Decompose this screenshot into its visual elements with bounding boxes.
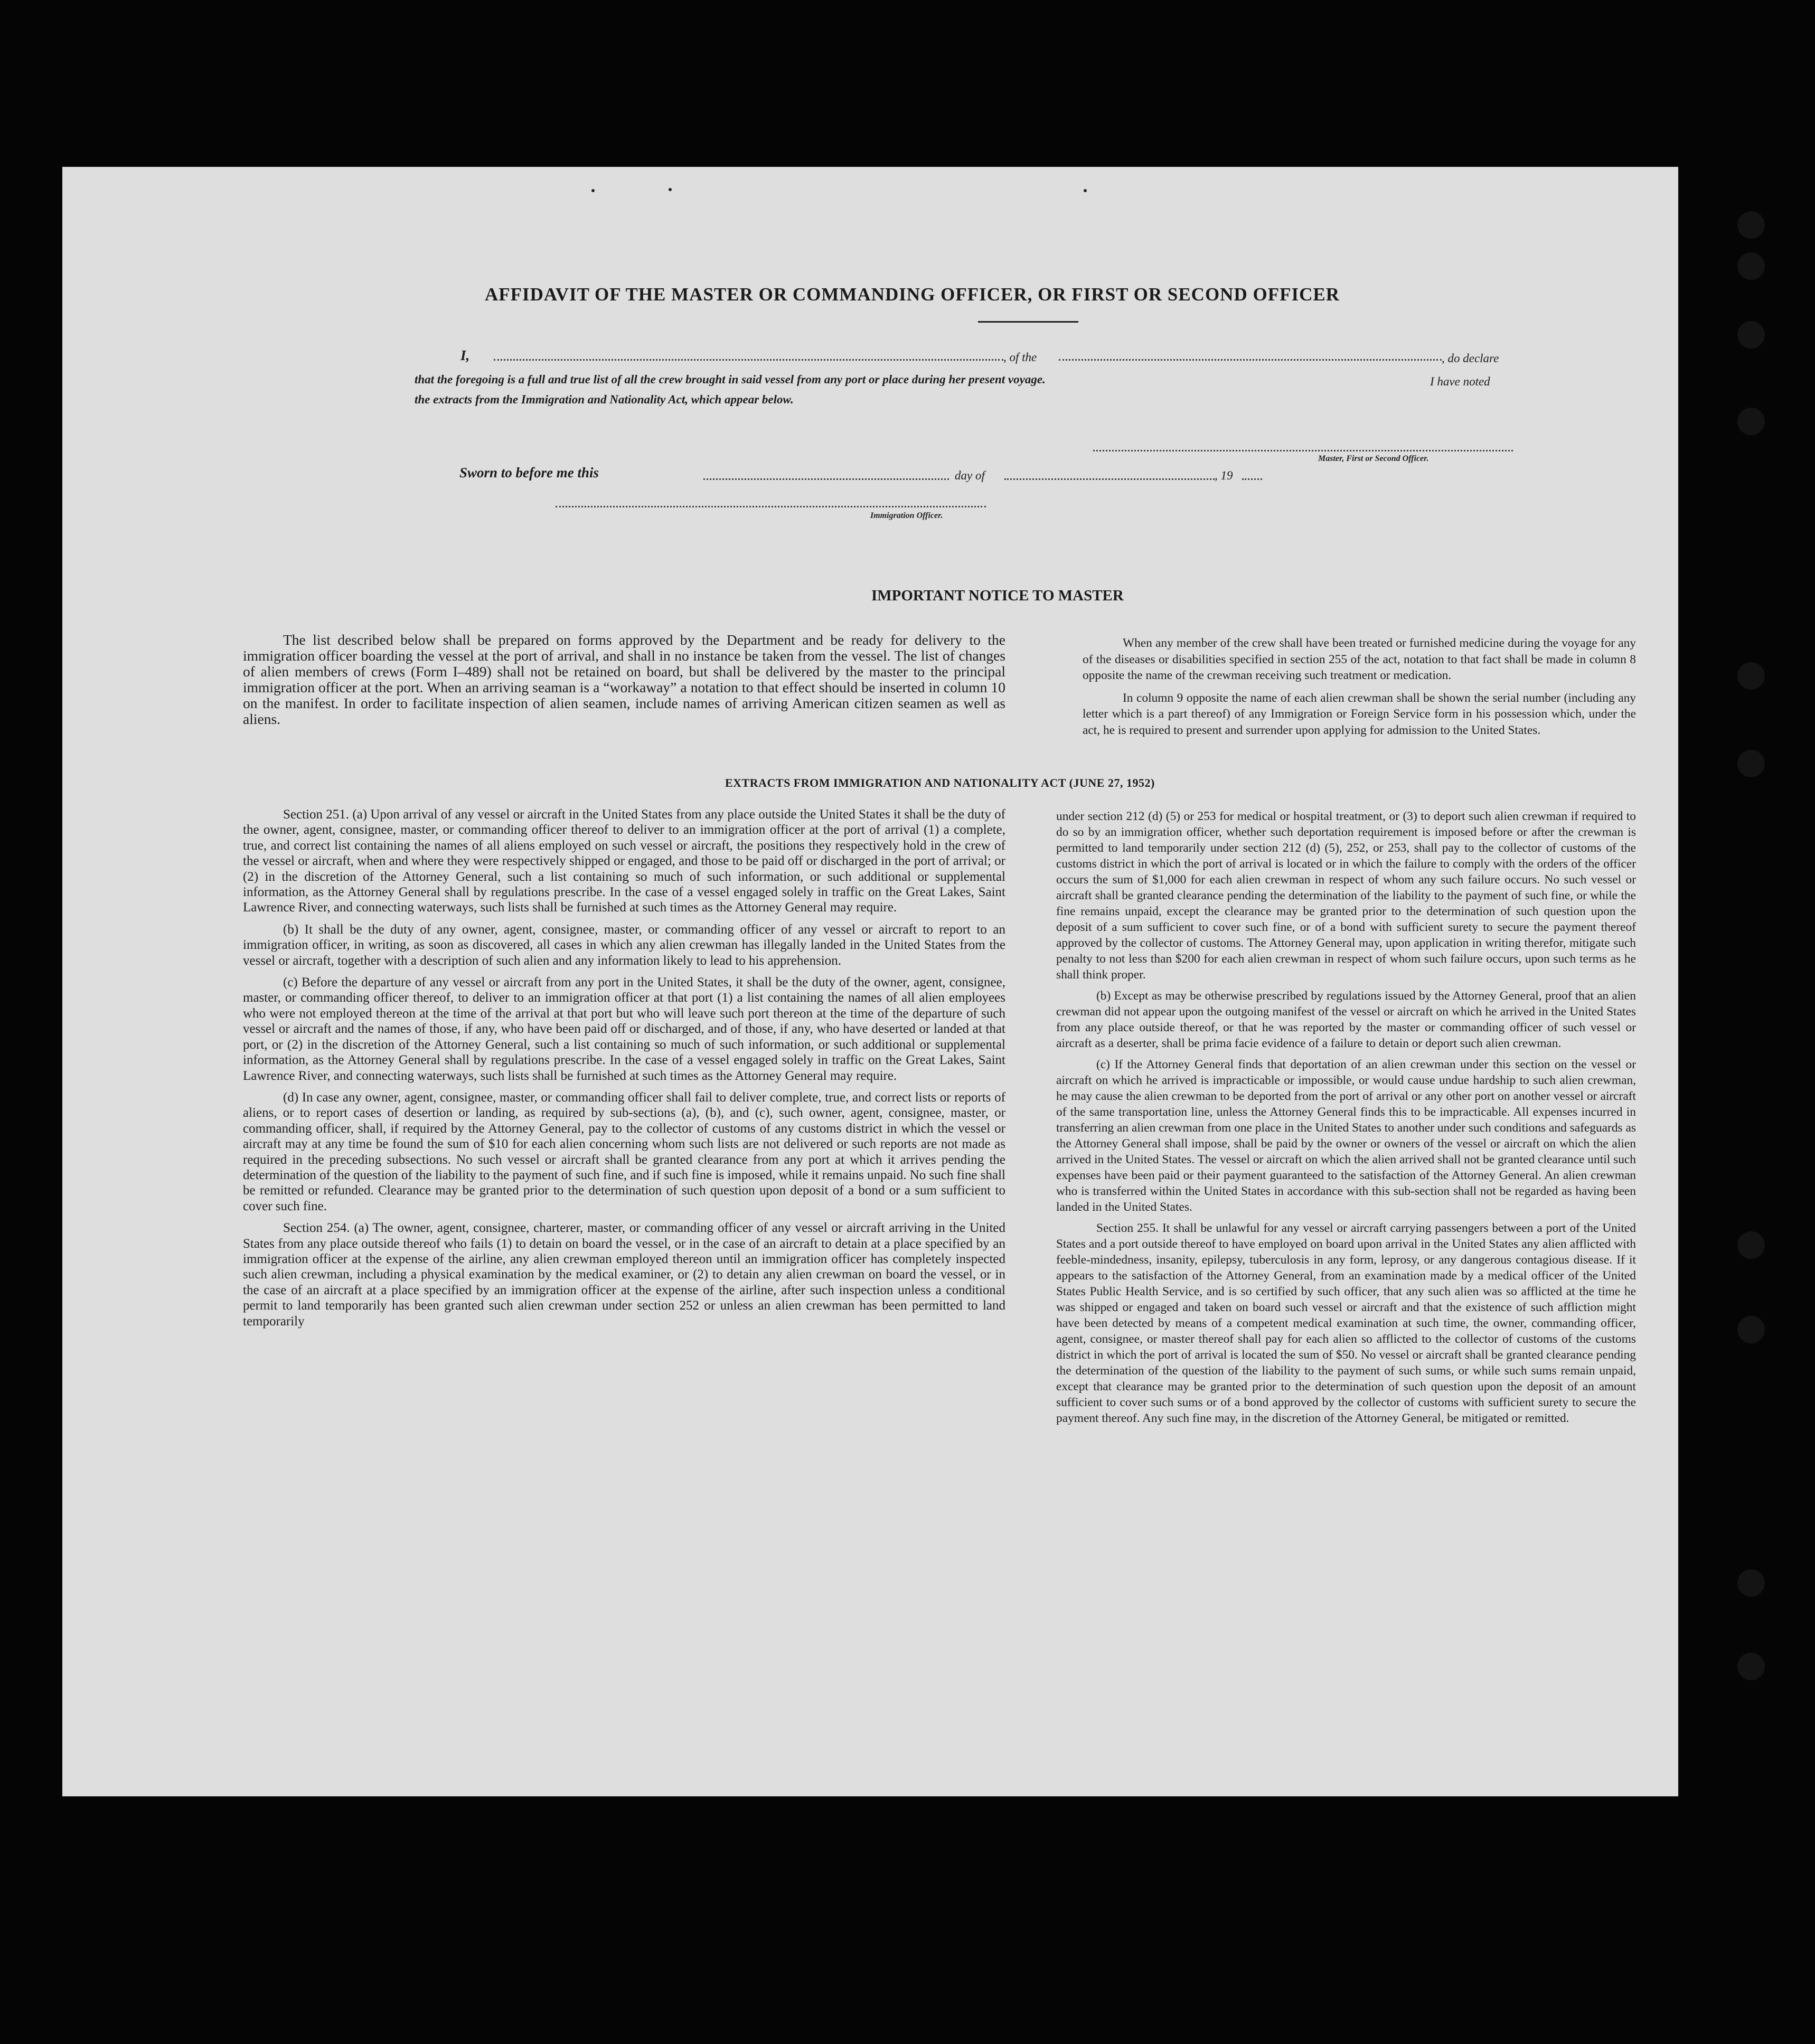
section-251c: (c) Before the departure of any vessel or aircraft from any port in the United States, it shall be the duty of the owner, agent, consignee, master, or commanding officer thereof, to deliver to an immigration officer at that port (1) a list containing the names of all alien employees who were not employed thereon at the time of the arrival at that port but who will leave such port thereon at the time of the departure of such vessel or aircraft and the names of those, if any, who have been paid off or discharged, and of those, if any, who have deserted or landed at that port, or (2) in the discretion of the Attorney General, such a list containing so much of such information, or such additional or supplemental information, as the Attorney General shall by regulations prescribe. In the case of a vessel engaged solely in traffic on the Great Lakes, Saint Lawrence River, and connecting waterways, such lists shall be furnished at such times as the Attorney General may require. — [243, 975, 1005, 1083]
officer-signature-line[interactable] — [556, 506, 986, 507]
sworn-year-line[interactable] — [1242, 478, 1262, 480]
extracts-right-column — [1056, 808, 1636, 1431]
section-251a: Section 251. (a) Upon arrival of any vessel or aircraft in the United States from any place outside the United States it shall be the duty of the owner, agent, consignee, master, or commanding officer thereof to deliver to an immigration officer at the port of arrival (1) a complete, true, and correct list containing the names of all aliens employed on such vessel or aircraft, the positions they respectively hold in the crew of the vessel or aircraft, when and where they were respectively shipped or engaged, and those to be paid off or discharged in the port of arrival; or (2) in the discretion of the Attorney General, such a list containing so much of such information, or such additional or supplemental information, as the Attorney General shall by regulations prescribe. In the case of a vessel engaged solely in traffic on the Great Lakes, Saint Lawrence River, and connecting waterways, such lists shall be furnished at such times as the Attorney General may require. — [243, 807, 1005, 915]
notice-paragraph: The list described below shall be prepared on forms approved by the Department and be ready for delivery to the immigration officer boarding the vessel at the port of arrival, and shall in no instance be taken from the vessel. The list of changes of alien members of crews (Form I–489) shall not be retained on board, but shall be delivered by the master to the principal immigration officer at the port. When an arriving seaman is a “workaway” a notation to that effect should be inserted in column 10 on the manifest. In order to facilitate inspection of alien seamen, include names of arriving American citizen seamen as well as aliens. — [243, 632, 1005, 727]
extracts-left-column — [243, 807, 1005, 1335]
paper-speck — [669, 188, 672, 191]
binder-hole — [1737, 408, 1765, 435]
declaration-line-2: that the foregoing is a full and true list of all the crew brought in said vessel from any port or place during her present voyage. — [415, 373, 1046, 386]
notice-paragraph: In column 9 opposite the name of each alien crewman shall be shown the serial number (including any letter which is a part thereof) of any Immigration or Foreign Service form in his possession which, under the act, he is required to present and surrender upon applying for admission to the United States. — [1083, 691, 1636, 737]
declaration-line-3: the extracts from the Immigration and Nationality Act, which appear below. — [415, 393, 794, 406]
notice-left-column — [243, 632, 1005, 733]
title-underline — [978, 321, 1078, 323]
extracts-heading: EXTRACTS FROM IMMIGRATION AND NATIONALITY ACT (JUNE 27, 1952) — [725, 776, 1155, 789]
binder-hole — [1737, 1316, 1765, 1343]
section-254a: Section 254. (a) The owner, agent, consignee, charterer, master, or commanding officer of any vessel or aircraft arriving in the United States from any place outside thereof who fails (1) to detain on board the vessel, or in the case of an aircraft to detain at a place specified by an immigration officer at the expense of the airline, any alien crewman employed thereon until an immigration officer has completely inspected such alien crewman, including a physical examination by the medical examiner, or (2) to detain any alien crewman on board the vessel, or in the case of an aircraft at a place specified by an immigration officer at the expense of the airline, after such inspection unless a conditional permit to land temporarily has been granted such alien crewman under section 252 or unless an alien crewman has been permitted to land temporarily — [243, 1221, 1005, 1329]
sworn-month-line[interactable] — [1004, 478, 1215, 480]
year-label: , 19 — [1215, 469, 1233, 482]
binder-hole — [1737, 211, 1765, 239]
affidavit-title: AFFIDAVIT OF THE MASTER OR COMMANDING OFFICER, OR FIRST OR SECOND OFFICER — [485, 284, 1340, 305]
day-of-label: day of — [955, 469, 985, 482]
binder-hole — [1737, 321, 1765, 348]
binder-hole — [1737, 662, 1765, 690]
of-the-label: , of the — [1003, 351, 1037, 364]
section-254a-continued: under section 212 (d) (5) or 253 for medical or hospital treatment, or (3) to deport such alien crewman if required to do so by an immigration officer, whether such deportation requirement is imposed before or after the crewman is permitted to land temporarily under section 212 (d) (5), 252, or 253, shall pay to the collector of customs of the customs district in which the port of arrival is located or in which the failure to comply with the orders of the officer occurs the sum of $1,000 for each alien crewman in respect of whom any such failure occurs. No such vessel or aircraft shall be granted clearance pending the determination of the liability to the payment of such fine, or while the fine remains unpaid, except the clearance may be granted prior to the determination of such question upon the deposit of a sum sufficient to cover such fine, or of a bond with sufficient surety to secure the payment thereof approved by the collector of customs. The Attorney General may, upon application in writing therefor, mitigate such penalty to not less than $200 for each alien crewman in respect of whom such failure occurs, upon such terms as he shall think proper. — [1056, 809, 1636, 982]
paper-speck — [1084, 189, 1087, 192]
master-signature-line[interactable] — [1093, 450, 1513, 451]
section-255: Section 255. It shall be unlawful for any vessel or aircraft carrying passengers between a port of the United States and a port outside thereof to have employed on board upon arrival in the United States any alien afflicted with feeble-mindedness, insanity, epilepsy, tuberculosis in any form, leprosy, or any dangerous contagious disease. If it appears to the satisfaction of the Attorney General, from an examination made by a medical officer of the United States Public Health Service, and is so certified by such officer, that any such alien was so afflicted at the time he was shipped or engaged and taken on board such vessel or aircraft and that the existence of such affliction might have been detected by means of a competent medical examination at such time, the owner, commanding officer, agent, consignee, or master thereof shall pay for each alien so afflicted to the collector of customs of the customs district in which the port of arrival is located the sum of $50. No vessel or aircraft shall be granted clearance pending the determination of the question of the liability to the payment of such sums, or while such sums remain unpaid, except that clearance may be granted prior to the determination of such question upon the deposit of an amount sufficient to cover such sums or of a bond approved by the collector of customs with sufficient surety to secure the payment thereof. Any such fine may, in the discretion of the Attorney General, be mitigated or remitted. — [1056, 1221, 1636, 1425]
vessel-name-line[interactable] — [1059, 359, 1442, 361]
do-declare-label: , do declare — [1442, 352, 1499, 365]
declarant-label: I, — [460, 347, 470, 363]
paper-speck — [591, 189, 595, 192]
declarant-name-line[interactable] — [494, 359, 1003, 361]
section-251b: (b) It shall be the duty of any owner, agent, consignee, master, or commanding officer of any vessel or aircraft to report to an immigration officer, in writing, as soon as discovered, all cases in which any alien crewman has illegally landed in the United States from the vessel or aircraft, together with a description of such alien and any information likely to lead to his apprehension. — [243, 922, 1005, 968]
notice-right-column — [1083, 635, 1636, 745]
binder-hole — [1737, 750, 1765, 777]
officer-signature-caption: Immigration Officer. — [870, 511, 943, 520]
binder-hole — [1737, 1231, 1765, 1259]
binder-hole — [1737, 252, 1765, 280]
notice-paragraph: When any member of the crew shall have been treated or furnished medicine during the voyage for any of the diseases or disabilities specified in section 255 of the act, notation to that fact shall be made in column 8 opposite the name of the crewman receiving such treatment or medication. — [1083, 636, 1636, 682]
section-254b: (b) Except as may be otherwise prescribed by regulations issued by the Attorney General, proof that an alien crewman did not appear upon the outgoing manifest of the vessel or aircraft on which he arrived in the United States from any place outside thereof, or that he was reported by the master or commanding officer of such vessel or aircraft as a deserter, shall be prima facie evidence of a failure to detain or deport such alien crewman. — [1056, 989, 1636, 1050]
binder-hole — [1737, 1653, 1765, 1680]
master-signature-caption: Master, First or Second Officer. — [1318, 454, 1429, 463]
sworn-label: Sworn to before me this — [459, 465, 599, 481]
notice-heading: IMPORTANT NOTICE TO MASTER — [871, 587, 1124, 604]
binder-hole — [1737, 1569, 1765, 1597]
i-have-noted: I have noted — [1430, 375, 1490, 388]
sworn-day-line[interactable] — [703, 478, 949, 480]
section-251d: (d) In case any owner, agent, consignee, master, or commanding officer shall fail to deliver complete, true, and correct lists or reports of aliens, or to report cases of desertion or landing, as required by sub-sections (a), (b), and (c), such owner, agent, consignee, master, or commanding officer, shall, if required by the Attorney General, pay to the collector of customs of any customs district in which the vessel or aircraft may at any time be found the sum of $10 for each alien concerning whom such lists are not delivered or such reports are not made as required in the preceding subsections. No such vessel or aircraft shall be granted clearance from any port at which it arrives pending the determination of the question of the liability to the payment of such fine, and if such fine is imposed, while it remains unpaid. No such fine shall be remitted or refunded. Clearance may be granted prior to the determination of such question upon deposit of a bond or a sum sufficient to cover such fine. — [243, 1090, 1005, 1213]
section-254c: (c) If the Attorney General finds that deportation of an alien crewman under this section on the vessel or aircraft on which he arrived is impracticable or impossible, or would cause undue hardship to such alien crewman, he may cause the alien crewman to be deported from the port of arrival or any other port on another vessel or aircraft of the same transportation line, unless the Attorney General finds this to be impracticable. All expenses incurred in transferring an alien crewman from one place in the United States to another under such conditions and safeguards as the Attorney General shall impose, shall be paid by the owner or owners of the vessel or aircraft on which the alien arrived in the United States. The vessel or aircraft on which the alien arrived shall not be granted clearance until such expenses have been paid or their payment guaranteed to the satisfaction of the Attorney General. An alien crewman who is transferred within the United States in accordance with this sub-section shall not be regarded as having been landed in the United States. — [1056, 1058, 1636, 1214]
declaration-text — [415, 373, 1046, 387]
